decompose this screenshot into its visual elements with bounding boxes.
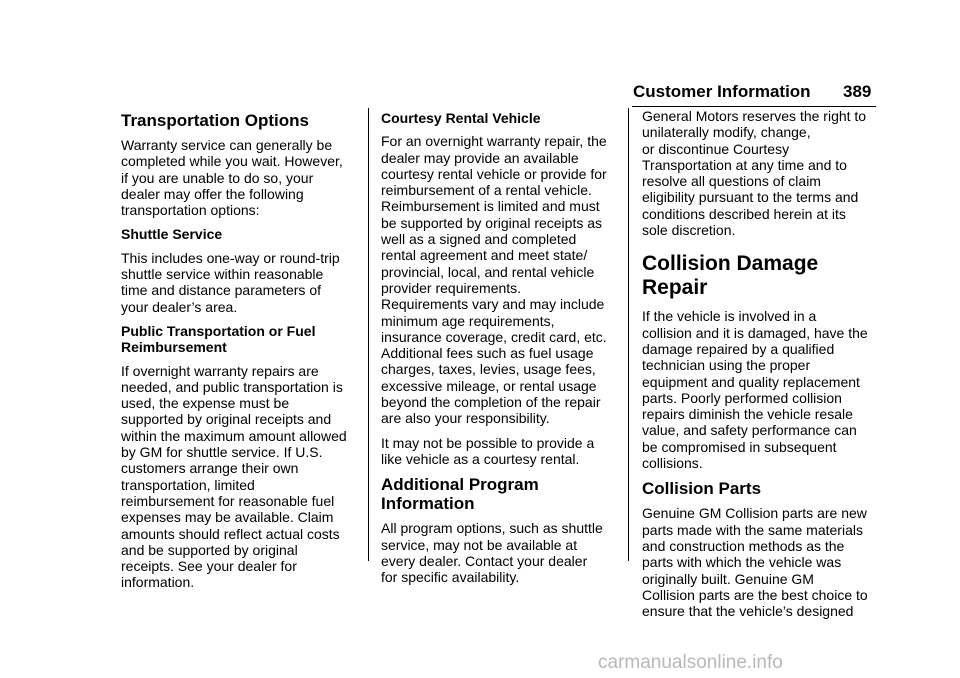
- paragraph-collision-damage: If the vehicle is involved in a collision and it is damaged, have the damage repaired by a qualified technician using the proper equipment and quality replacement parts. Poorly performed collision repairs diminish the vehicle resale value, and safety performance can be compromised in subsequent collisions.: [642, 308, 868, 472]
- subheading-public-transportation: Public Transportation or Fuel Reimbursement: [121, 322, 316, 356]
- subheading-shuttle-service: Shuttle Service: [121, 226, 223, 243]
- paragraph-courtesy-rental: For an overnight warranty repair, the dealer may provide an available courtesy rental vehicle or provide for reimbursement of a rental vehicle. Reimbursement is limited and must be supported by original receipts as well as a signed and completed rental agreement and meet state/ provincial, local, and rental vehicle provider requirements. Requirements vary and may include minimum age requirements, insurance coverage, credit card, etc. Additional fees such as fuel usage charges, taxes, levies, usage fees, excessive mileage, or rental usage beyond the completion of the repair are also your responsibility.: [381, 133, 607, 427]
- column-divider-2: [628, 108, 629, 561]
- watermark-text: carmanualsonline.info: [598, 652, 783, 673]
- paragraph-additional-program: All program options, such as shuttle service, may not be available at every dealer. Contact your dealer for specific availability.: [381, 520, 603, 586]
- column-3: [642, 108, 878, 627]
- heading-transportation-options: Transportation Options: [121, 111, 309, 130]
- heading-collision-damage-repair: Collision Damage Repair: [642, 252, 819, 300]
- paragraph-shuttle-service: This includes one-way or round-trip shuttle service within reasonable time and distance parameters of your dealer’s area.: [121, 249, 340, 315]
- column-2: [381, 108, 617, 593]
- paragraph-collision-parts: Genuine GM Collision parts are new parts made with the same materials and construction methods as the parts with which the vehicle was originally built. Genuine GM Collision parts are the best choice to ensure that the vehicle’s designed: [642, 505, 868, 620]
- paragraph-courtesy-note: It may not be possible to provide a like vehicle as a courtesy rental.: [381, 434, 595, 467]
- heading-collision-parts: Collision Parts: [642, 479, 762, 499]
- header-rule: [632, 106, 876, 107]
- column-1: [121, 108, 357, 599]
- subheading-courtesy-rental: Courtesy Rental Vehicle: [381, 110, 541, 126]
- heading-additional-program: Additional Program Information: [381, 475, 539, 514]
- paragraph-gm-rights: General Motors reserves the right to unilaterally modify, change, or discontinue Courtesy Transportation at any time and to resolve all questions of claim eligibility pursuant to the terms and conditions described herein at its sole discretion.: [642, 108, 867, 239]
- column-divider-1: [368, 108, 369, 561]
- page-header: [0, 0, 960, 110]
- paragraph-transportation-intro: Warranty service can generally be completed while you wait. However, if you are unable to do so, your dealer may offer the following transportation options:: [121, 137, 343, 219]
- paragraph-public-transportation: If overnight warranty repairs are needed, and public transportation is used, the expense must be supported by original receipts and within the maximum amount allowed by GM for shuttle service. If U.S. customers arrange their own transportation, limited reimbursement for reasonable fuel expenses may be available. Claim amounts should reflect actual costs and be supported by original receipts. See your dealer for information.: [121, 362, 347, 591]
- section-title: Customer Information: [633, 82, 811, 101]
- page-number: 389: [843, 82, 872, 101]
